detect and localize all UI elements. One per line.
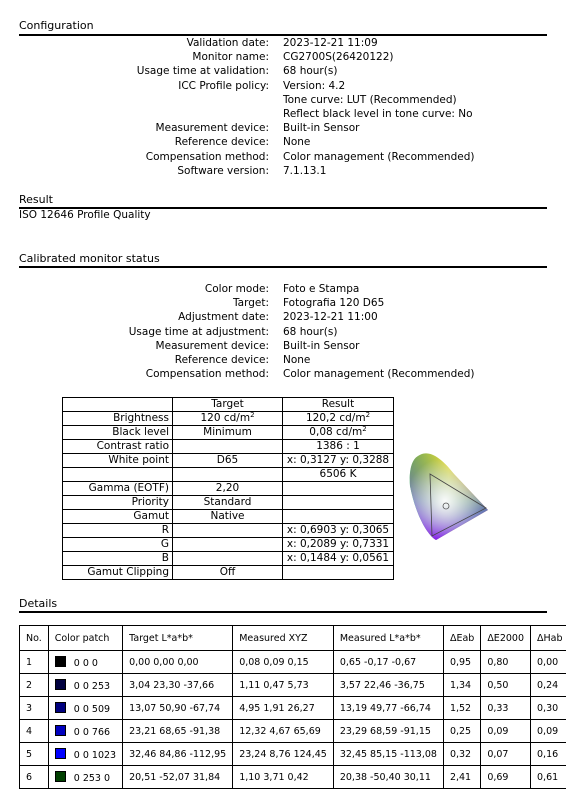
cell-target: 32,46 84,86 -112,95 [123,743,233,766]
kv-value: Color management (Recommended) [283,368,475,381]
row-g: G x: 0,2089 y: 0,7331 [63,538,394,552]
color-swatch [55,725,66,736]
details-column-header: Color patch [48,626,122,651]
details-heading: Details [19,597,58,610]
kv-row [19,325,547,339]
kv-value: 68 hour(s) [283,325,338,338]
result-text: ISO 12646 Profile Quality [19,209,151,221]
kv-value: None [283,136,311,149]
kv-value: Tone curve: LUT (Recommended) [283,93,457,106]
cell-dhab: 0,24 [531,674,566,697]
kv-value: Built-in Sensor [283,339,360,352]
kv-row [19,79,547,93]
kv-row [19,36,547,50]
cell-de2000: 0,80 [481,651,531,674]
kv-row [19,135,547,149]
kv-row [19,93,547,107]
color-patch-cell [48,697,122,720]
table-row [20,674,566,697]
kv-label: Compensation method: [145,368,269,381]
table-row [20,697,566,720]
kv-label: Color mode: [204,283,269,295]
details-column-header: ΔEab [443,626,480,651]
status-rule [19,266,547,268]
cell-target: 20,51 -52,07 31,84 [123,766,233,789]
kv-value: 68 hour(s) [283,65,338,78]
row-contrast: Contrast ratio 1386 : 1 [63,440,394,454]
table-row [20,766,566,789]
color-patch-rgb: 0 253 0 [73,772,111,784]
cell-de2000: 0,07 [481,743,531,766]
color-swatch [55,702,66,713]
details-column-header: Measured L*a*b* [333,626,443,651]
cell-target: 23,21 68,65 -91,38 [123,720,233,743]
table-row [20,720,566,743]
kv-label: Compensation method: [145,150,269,163]
status-table-header [63,398,394,412]
row-gamma: Gamma (EOTF) 2,20 [63,482,394,496]
cell-xyz: 1,11 0,47 5,73 [233,674,334,697]
kv-row [19,339,547,353]
cell-de2000: 0,69 [481,766,531,789]
cell-deab: 0,25 [443,720,480,743]
status-list [19,282,547,381]
header-result: Result [283,398,394,412]
cell-no: 2 [20,674,49,697]
row-r: R x: 0,6903 y: 0,3065 [63,524,394,538]
color-swatch [55,679,66,690]
details-column-header: Measured XYZ [233,626,334,651]
kv-label: Usage time at validation: [136,65,269,78]
cell-xyz: 4,95 1,91 26,27 [233,697,334,720]
color-patch-rgb: 0 0 1023 [73,749,117,761]
cell-dhab: 0,09 [531,720,566,743]
row-brightness: Brightness 120 $cd/m^2$ 120,2 $cd/m^2$ [63,412,394,426]
color-patch-rgb: 0 0 766 [73,726,111,738]
color-patch-rgb: 0 0 253 [73,680,111,692]
cell-lab: 3,57 22,46 -36,75 [333,674,443,697]
cell-no: 5 [20,743,49,766]
kv-label: Software version: [177,164,269,177]
color-swatch [55,771,66,782]
kv-row [19,353,547,367]
kv-label: Reference device: [174,353,269,366]
kv-value: CG2700S(26420122) [283,51,394,64]
kv-label: Reference device: [174,136,269,149]
cell-deab: 2,41 [443,766,480,789]
cell-target: 0,00 0,00 0,00 [123,651,233,674]
details-column-header: ΔHab [531,626,566,651]
table-row [20,651,566,674]
cell-xyz: 0,08 0,09 0,15 [233,651,334,674]
color-swatch [55,748,66,759]
kv-value: Reflect black level in tone curve: No [283,107,473,120]
kv-row [19,121,547,135]
status-heading: Calibrated monitor status [19,252,160,265]
gamut-diagram [406,446,496,546]
kv-label [19,93,269,107]
kv-value: 7.1.13.1 [283,164,327,177]
configuration-heading: Configuration [19,19,94,32]
cell-dhab: 0,00 [531,651,566,674]
table-row [20,743,566,766]
row-white-point-k: 6506 K [63,468,394,482]
color-patch-cell [48,720,122,743]
cell-target: 13,07 50,90 -67,74 [123,697,233,720]
kv-row [19,150,547,164]
cell-deab: 1,34 [443,674,480,697]
cell-xyz: 1,10 3,71 0,42 [233,766,334,789]
details-column-header: Target L*a*b* [123,626,233,651]
details-rule [19,611,547,613]
cell-no: 1 [20,651,49,674]
cell-no: 6 [20,766,49,789]
kv-row [19,50,547,64]
color-patch-cell [48,651,122,674]
cell-no: 3 [20,697,49,720]
cell-xyz: 12,32 4,67 65,69 [233,720,334,743]
kv-value: 2023-12-21 11:00 [283,311,378,324]
color-patch-rgb: 0 0 0 [73,657,98,669]
color-patch-cell [48,674,122,697]
kv-label: Measurement device: [155,339,269,352]
kv-label: Usage time at adjustment: [128,325,269,338]
cell-target: 3,04 23,30 -37,66 [123,674,233,697]
kv-label: ICC Profile policy: [178,79,269,92]
kv-row [19,282,547,296]
cell-deab: 0,95 [443,651,480,674]
row-b: B x: 0,1484 y: 0,0561 [63,552,394,566]
header-target: Target [173,398,283,412]
cell-dhab: 0,16 [531,743,566,766]
row-priority: Priority Standard [63,496,394,510]
details-table [19,625,566,789]
kv-label: Measurement device: [155,122,269,135]
result-heading: Result [19,193,53,206]
row-gamut-clipping: Gamut Clipping Off [63,566,394,580]
kv-row [19,64,547,78]
cell-xyz: 23,24 8,76 124,45 [233,743,334,766]
cell-dhab: 0,30 [531,697,566,720]
row-white-point: White point D65 x: 0,3127 y: 0,3288 [63,454,394,468]
cell-deab: 1,52 [443,697,480,720]
kv-row [19,107,547,121]
cell-lab: 23,29 68,59 -91,15 [333,720,443,743]
cell-de2000: 0,09 [481,720,531,743]
kv-value: Foto e Stampa [283,283,360,295]
details-column-header: ΔE2000 [481,626,531,651]
kv-value: Fotografia 120 D65 [283,297,385,310]
details-header-row [20,626,566,651]
kv-row [19,367,547,381]
cell-dhab: 0,61 [531,766,566,789]
cell-lab: 0,65 -0,17 -0,67 [333,651,443,674]
color-patch-cell [48,766,122,789]
status-table [62,397,394,580]
kv-row [19,164,547,178]
kv-value: Color management (Recommended) [283,150,475,163]
cell-deab: 0,32 [443,743,480,766]
cell-lab: 13,19 49,77 -66,74 [333,697,443,720]
kv-label [19,107,269,121]
kv-row [19,310,547,324]
color-swatch [55,656,66,667]
kv-label: Adjustment date: [178,311,269,324]
kv-value: Built-in Sensor [283,122,360,135]
kv-label: Monitor name: [192,51,269,64]
kv-value: Version: 4.2 [283,79,346,92]
row-black-level: Black level Minimum 0,08 $cd/m^2$ [63,426,394,440]
details-column-header: No. [20,626,49,651]
kv-label: Target: [232,297,269,310]
color-patch-rgb: 0 0 509 [73,703,111,715]
color-patch-cell [48,743,122,766]
cell-no: 4 [20,720,49,743]
cell-lab: 20,38 -50,40 30,11 [333,766,443,789]
kv-label: Validation date: [186,37,269,49]
cell-de2000: 0,50 [481,674,531,697]
kv-value: 2023-12-21 11:09 [283,37,378,49]
configuration-list [19,36,547,178]
row-gamut: Gamut Native [63,510,394,524]
kv-value: None [283,353,311,366]
kv-row [19,296,547,310]
cell-lab: 32,45 85,15 -113,08 [333,743,443,766]
cell-de2000: 0,33 [481,697,531,720]
